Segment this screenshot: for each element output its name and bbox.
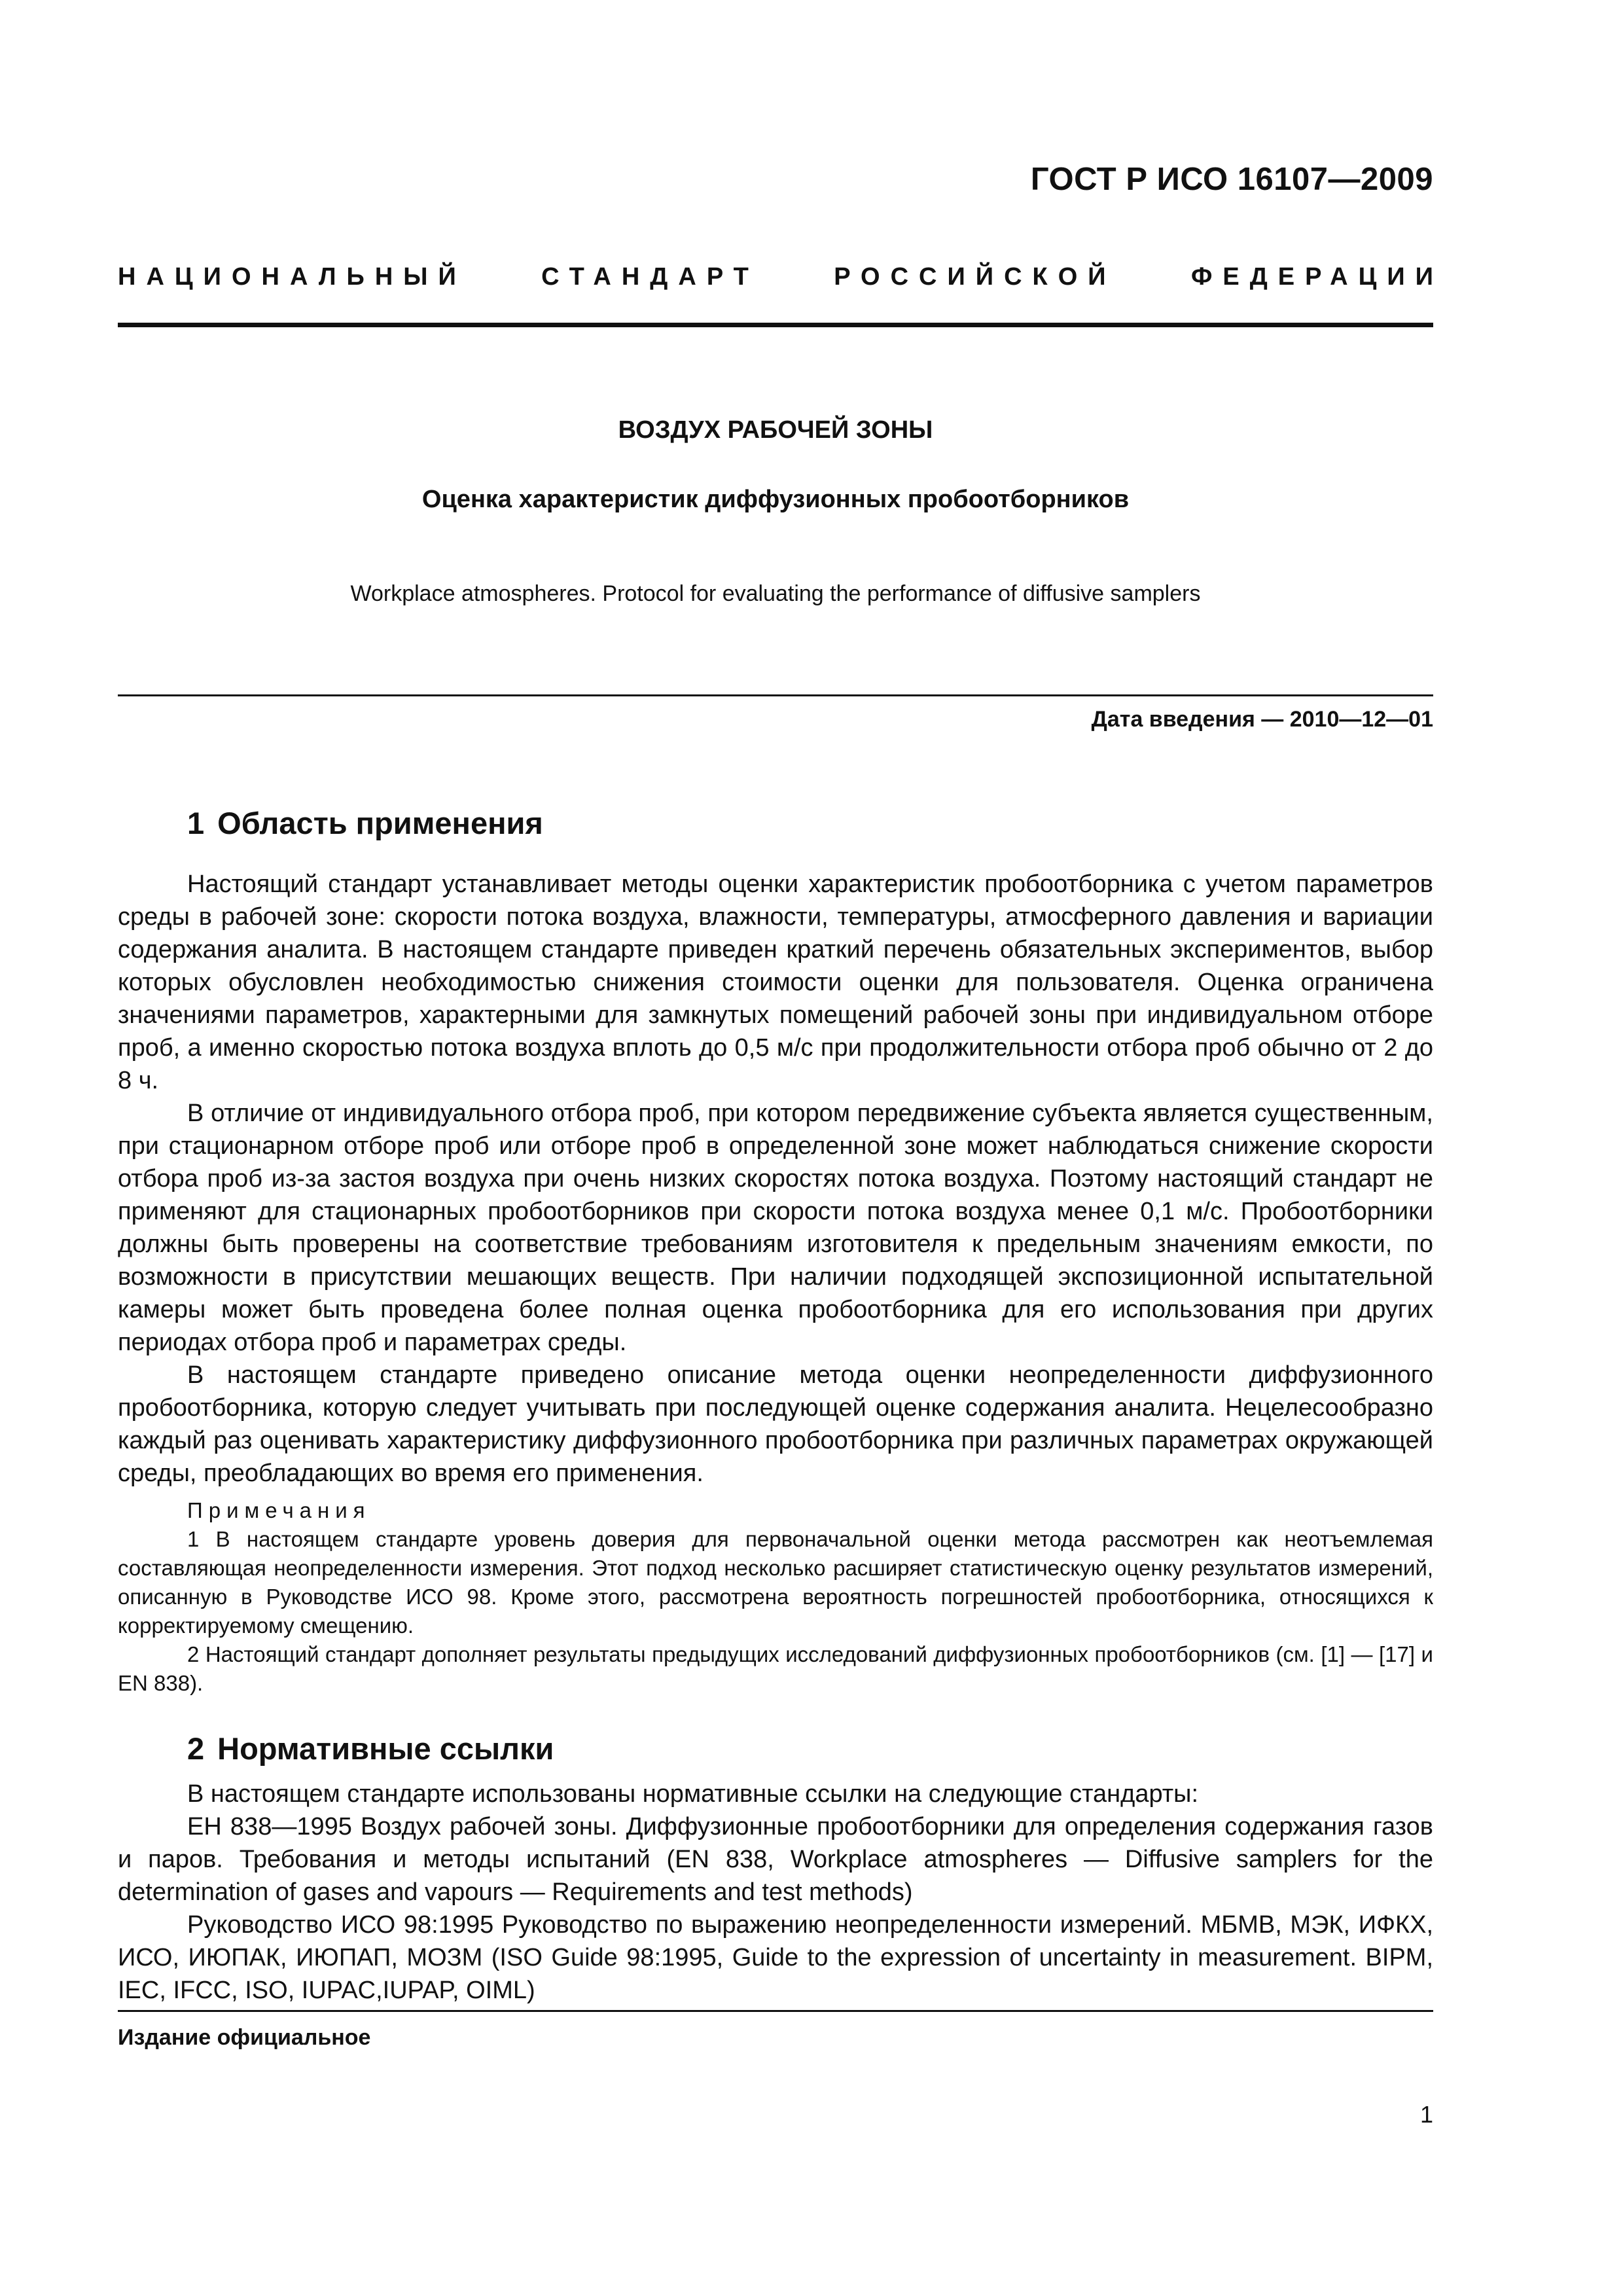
banner-word: РОССИЙСКОЙ [834, 263, 1116, 291]
section-title: Нормативные ссылки [217, 1731, 554, 1766]
paragraph: ЕН 838—1995 Воздух рабочей зоны. Диффузионные пробоотборники для определения содержания газов и паров. Требования и методы испытаний (EN 838, Workplace atmospheres — Diffusive samplers for the determination of gases and vapours — Requirements and test methods) [118, 1813, 1433, 1906]
document-title-english: Workplace atmospheres. Protocol for evaluating the performance of diffusive samplers [350, 581, 1201, 606]
note-item: 2 Настоящий стандарт дополняет результаты предыдущих исследований диффузионных пробоотборников (см. [1] — [17] и EN 838). [118, 1642, 1433, 1695]
footer-divider [118, 2010, 1433, 2012]
paragraph: Руководство ИСО 98:1995 Руководство по выражению неопределенности измерений. МБМВ, МЭК, ИФКХ, ИСО, ИЮПАК, ИЮПАП, МОЗМ (ISO Guide 98:1995, Guide to the expression of uncertainty in measurement. BIPM, IEC, IFCC, ISO, IUPAC,IUPAP, OIML) [118, 1911, 1433, 2004]
title-divider [118, 694, 1433, 696]
section-heading-scope [118, 805, 1433, 842]
standard-banner [118, 262, 1444, 292]
banner-word: СТАНДАРТ [541, 263, 759, 291]
note-item: 1 В настоящем стандарте уровень доверия для первоначальной оценки метода рассмотрен как неотъемлемая составляющая неопределенности измерения. Этот подход несколько расширяет статистическую оценку результатов измерений, описанную в Руководстве ИСО 98. Кроме этого, рассмотрена вероятность погрешностей пробоотборника, относящихся к корректируемому смещению. [118, 1527, 1433, 1638]
edition-label: Издание официальное [118, 2025, 371, 2050]
page-number: 1 [1419, 2101, 1433, 2128]
paragraph: В настоящем стандарте использованы нормативные ссылки на следующие стандарты: [187, 1780, 1199, 1808]
document-subtitle: Оценка характеристик диффузионных пробоотборников [421, 486, 1130, 513]
banner-divider [118, 323, 1433, 327]
section-heading-references [118, 1731, 1433, 1767]
document-code: ГОСТ Р ИСО 16107—2009 [1030, 162, 1433, 197]
section-title: Область применения [217, 806, 543, 840]
paragraph: В настоящем стандарте приведено описание метода оценки неопределенности диффузионного пробоотборника, которую следует учитывать при последующей оценке содержания аналита. Нецелесообразно каждый раз оценивать характеристику диффузионного пробоотборника при различных параметрах окружающей среды, преобладающих во время его применения. [118, 1361, 1433, 1487]
paragraph: Настоящий стандарт устанавливает методы оценки характеристик пробоотборника с учетом параметров среды в рабочей зоне: скорости потока воздуха, влажности, температуры, атмосферного давления и вариации содержания аналита. В настоящем стандарте приведен краткий перечень обязательных экспериментов, выбор которых обусловлен необходимостью снижения стоимости оценки для пользователя. Оценка ограничена значениями параметров, характерными для замкнутых помещений рабочей зоны при индивидуальном отборе проб, а именно скоростью потока воздуха вплоть до 0,5 м/с при продолжительности отбора проб обычно от 2 до 8 ч. [118, 870, 1433, 1094]
section-number: 1 [187, 806, 205, 840]
notes-heading: Примечания [187, 1498, 371, 1522]
banner-word: ФЕДЕРАЦИИ [1190, 263, 1444, 291]
section-number: 2 [187, 1731, 205, 1766]
paragraph: В отличие от индивидуального отбора проб, при котором передвижение субъекта является существенным, при стационарном отборе проб или отборе проб в определенной зоне может наблюдаться снижение скорости отбора проб из-за застоя воздуха при очень низких скоростях потока воздуха. Поэтому настоящий стандарт не применяют для стационарных пробоотборников при скорости потока воздуха менее 0,1 м/с. Пробоотборники должны быть проверены на соответствие требованиям изготовителя к предельным значениям емкости, по возможности в присутствии мешающих веществ. При наличии подходящей экспозиционной испытательной камеры может быть проведена более полная оценка пробоотборника для его использования при других периодах отбора проб и параметрах среды. [118, 1100, 1433, 1356]
document-title: ВОЗДУХ РАБОЧЕЙ ЗОНЫ [618, 416, 933, 444]
introduction-date: Дата введения — 2010—12—01 [1091, 707, 1433, 732]
document-body [118, 805, 1433, 2007]
banner-word: НАЦИОНАЛЬНЫЙ [118, 263, 467, 291]
